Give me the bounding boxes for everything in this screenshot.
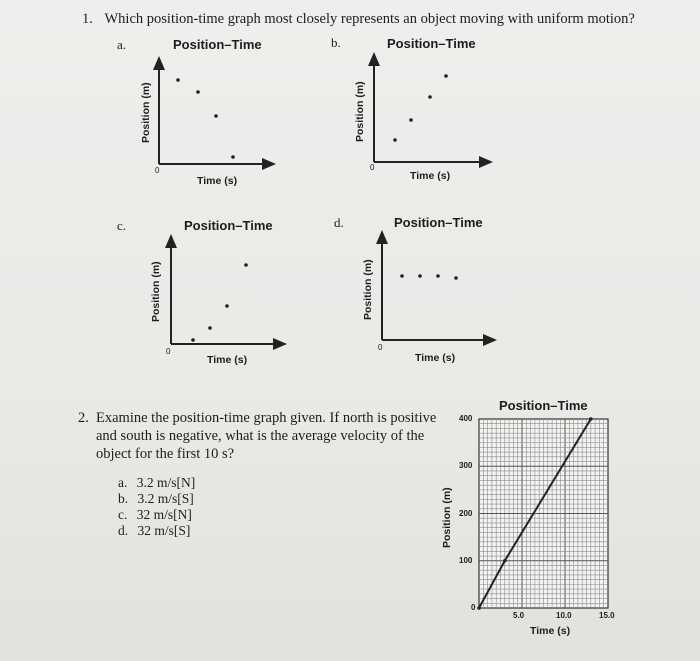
graph-b-xlabel: Time (s) — [410, 170, 451, 182]
chart-data-point — [589, 417, 593, 421]
chart-y-tick-label: 400 — [459, 414, 473, 423]
graph-a-letter: a. — [117, 37, 127, 52]
choice-d-letter: d. — [118, 523, 129, 538]
graph-a-title: Position–Time — [173, 37, 262, 52]
graph-a-origin: 0 — [155, 166, 160, 175]
chart-x-tick-label: 5.0 — [513, 611, 525, 620]
choice-c-letter: c. — [118, 507, 128, 522]
choice-a-letter: a. — [118, 475, 128, 490]
graph-d-origin: 0 — [378, 343, 383, 352]
chart-ylabel: Position (m) — [441, 487, 453, 548]
chart-xlabel: Time (s) — [530, 625, 571, 637]
graph-b-ylabel: Position (m) — [354, 81, 366, 142]
chart-x-tick-label: 10.0 — [556, 611, 572, 620]
graph-c-origin: 0 — [166, 347, 171, 356]
choice-b-letter: b. — [118, 491, 129, 506]
chart-title: Position–Time — [499, 398, 588, 413]
graph-c-xlabel: Time (s) — [207, 354, 248, 366]
graph-d-title: Position–Time — [394, 215, 483, 230]
question-2-line-1: Examine the position-time graph given. If north is positive — [96, 410, 437, 426]
chart-y-tick-label: 200 — [459, 508, 473, 518]
graph-c-ylabel: Position (m) — [150, 261, 162, 322]
choice-c-text: 32 m/s[N] — [136, 507, 192, 522]
graph-a-xlabel: Time (s) — [197, 175, 238, 187]
graph-a-ylabel: Position (m) — [140, 82, 152, 143]
graph-d-letter: d. — [334, 215, 344, 230]
chart-y-tick-label: 300 — [459, 461, 473, 471]
graph-b-letter: b. — [331, 35, 341, 50]
choice-a-text: 3.2 m/s[N] — [136, 475, 196, 490]
choice-d-text: 32 m/s[S] — [137, 523, 191, 538]
question-2-number: 2. — [78, 410, 89, 426]
question-1-text: Which position-time graph most closely represents an object moving with uniform motion? — [104, 11, 635, 27]
chart-data-point — [477, 606, 481, 610]
chart-x-tick-label: 15.0 — [599, 611, 615, 620]
question-2-line-2: and south is negative, what is the average velocity of the — [96, 428, 425, 444]
graph-d-xlabel: Time (s) — [415, 352, 456, 364]
chart-data-point — [503, 559, 507, 563]
chart-y-tick-label: 100 — [459, 555, 473, 565]
choice-b-text: 3.2 m/s[S] — [137, 491, 194, 506]
chart-y-tick-label: 0 — [471, 603, 476, 612]
graph-d-ylabel: Position (m) — [362, 259, 374, 320]
question-1-number: 1. — [82, 11, 93, 27]
graph-c-title: Position–Time — [184, 218, 273, 233]
question-2-line-3: object for the first 10 s? — [96, 446, 235, 462]
graph-b-origin: 0 — [370, 163, 375, 172]
graph-c-letter: c. — [117, 218, 127, 233]
graph-b-title: Position–Time — [387, 36, 476, 51]
